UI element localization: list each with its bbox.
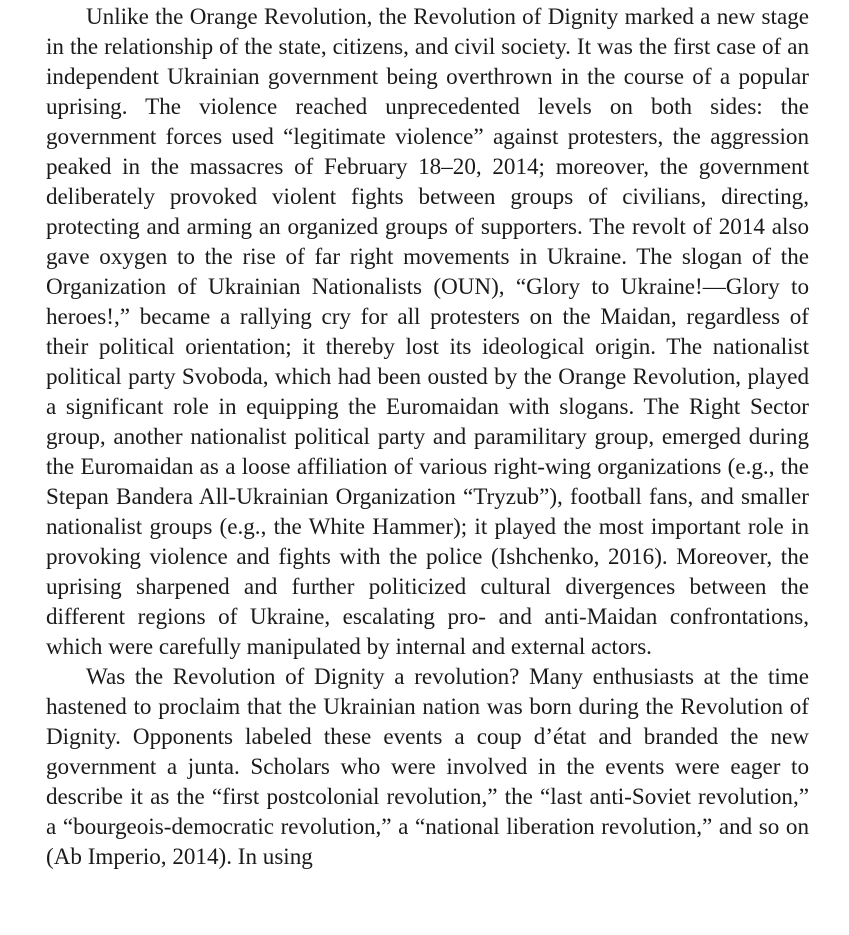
paragraph-1: Unlike the Orange Revolution, the Revolution of Dignity marked a new stage in the relationship of the state, citizens, and civil society. It was the first case of an independent Ukrainian government being overthrown in the course of a popular uprising. The violence reached unprecedented levels on both sides: the government forces used “legitimate violence” against protesters, the aggression peaked in the massacres of February 18–20, 2014; moreover, the government deliberately provoked violent fights between groups of civilians, directing, protecting and arming an organized groups of supporters. The revolt of 2014 also gave oxygen to the rise of far right movements in Ukraine. The slogan of the Organization of Ukrainian Nationalists (OUN), “Glory to Ukraine!—Glory to heroes!,” became a rallying cry for all protesters on the Maidan, regardless of their political orientation; it thereby lost its ideological origin. The nationalist political party Svoboda, which had been ousted by the Orange Revolution, played a significant role in equipping the Euromaidan with slogans. The Right Sector group, another nationalist political party and paramilitary group, emerged during the Euromaidan as a loose affiliation of various right-wing organizations (e.g., the Stepan Bandera All-Ukrainian Organization “Tryzub”), football fans, and smaller nationalist groups (e.g., the White Hammer); it played the most important role in provoking violence and fights with the police (Ishchenko, 2016). Moreover, the uprising sharpened and further politicized cultural divergences between the different regions of Ukraine, escalating pro- and anti-Maidan confrontations, which were carefully manipulated by internal and external actors. — [46, 3, 809, 659]
paragraph-2: Was the Revolution of Dignity a revolution? Many enthusiasts at the time hastened to proclaim that the Ukrainian nation was born during the Revolution of Dignity. Opponents labeled these events a coup d’état and branded the new government a junta. Scholars who were involved in the events were eager to describe it as the “first postcolonial revolution,” the “last anti-Soviet revolution,” a “bourgeois-democratic revolution,” a “national liberation revolution,” and so on (Ab Imperio, 2014). In using — [46, 663, 809, 869]
